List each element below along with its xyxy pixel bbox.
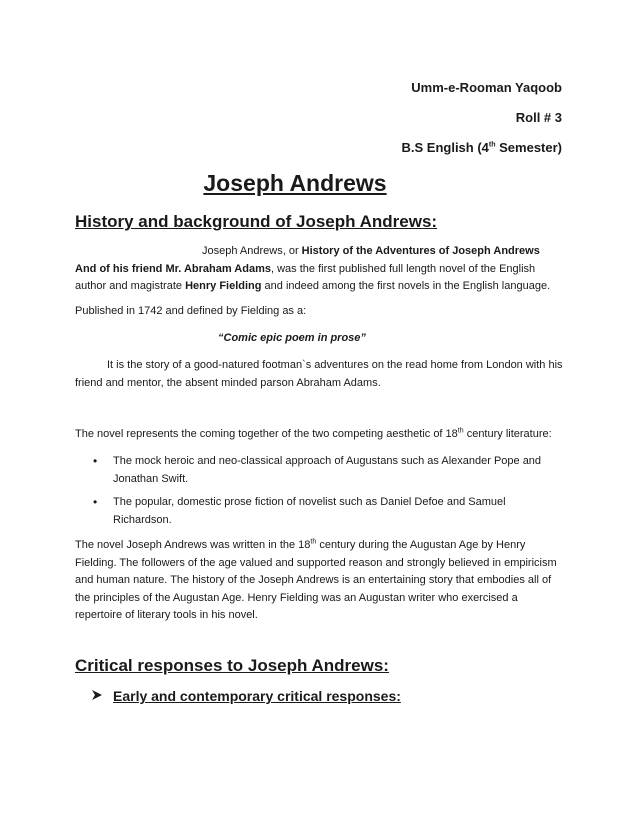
intro-text-2: , was the first published full length novel of the English author and magistrate	[75, 262, 536, 292]
augustan-sup: th	[310, 538, 317, 546]
program-sup: th	[488, 141, 496, 149]
augustan-text-1: The novel Joseph Andrews was written in the 18	[75, 539, 311, 551]
paragraph-published: Published in 1742 and defined by Fielding as a:	[75, 305, 307, 317]
program-suffix: Semester)	[495, 140, 562, 155]
aesthetic-sup: th	[457, 427, 464, 435]
aesthetic-text-1: The novel represents the coming together of the two competing aesthetic of 18	[75, 428, 458, 440]
paragraph-aesthetic	[75, 426, 563, 444]
intro-text-3: and indeed among the first novels in the English language.	[261, 280, 551, 292]
intro-text-1: Joseph Andrews, or	[202, 245, 302, 257]
intro-bold-title: History of the Adventures of Joseph Andrews And of his friend Mr. Abraham Adams	[75, 245, 540, 275]
section-heading-critical: Critical responses to Joseph Andrews:	[75, 656, 389, 675]
intro-bold-author: Henry Fielding	[185, 280, 262, 292]
page-title: Joseph Andrews	[203, 170, 387, 196]
author-name: Umm-e-Rooman Yaqoob	[411, 80, 562, 95]
list-item: • The mock heroic and neo-classical approach of Augustans such as Alexander Pope and Jonathan Swift.	[93, 453, 563, 488]
section-heading-history: History and background of Joseph Andrews:	[75, 212, 438, 231]
sub-heading-text: Early and contemporary critical responses:	[113, 688, 401, 704]
bullet-list	[93, 453, 563, 535]
list-item: • The popular, domestic prose fiction of novelist such as Daniel Defoe and Samuel Richardson.	[93, 494, 563, 529]
paragraph-story	[75, 357, 563, 392]
program-line	[402, 140, 563, 155]
arrow-bullet-icon	[91, 688, 103, 704]
story-text: It is the story of a good-natured footman`s adventures on the read home from London with his friend and mentor, the absent minded parson Abraham Adams.	[75, 359, 563, 389]
augustan-text-2: century during the Augustan Age by Henry Fielding. The followers of the age valued and supported reason and strongly believed in empiricism and human nature. The history of the Joseph Andrews is an entertaining story that embodies all of the principles of the Augustan Age. Henry Fielding was an Augustan writer who exercised a repertoire of literary tools in his novel.	[75, 539, 557, 621]
quote-text: “Comic epic poem in prose”	[218, 332, 366, 344]
paragraph-intro	[75, 243, 563, 296]
aesthetic-text-2: century literature:	[463, 428, 552, 440]
sub-heading-early	[91, 688, 401, 704]
roll-number: Roll # 3	[515, 110, 562, 125]
program-prefix: B.S English (4	[401, 140, 489, 155]
paragraph-augustan	[75, 537, 563, 625]
